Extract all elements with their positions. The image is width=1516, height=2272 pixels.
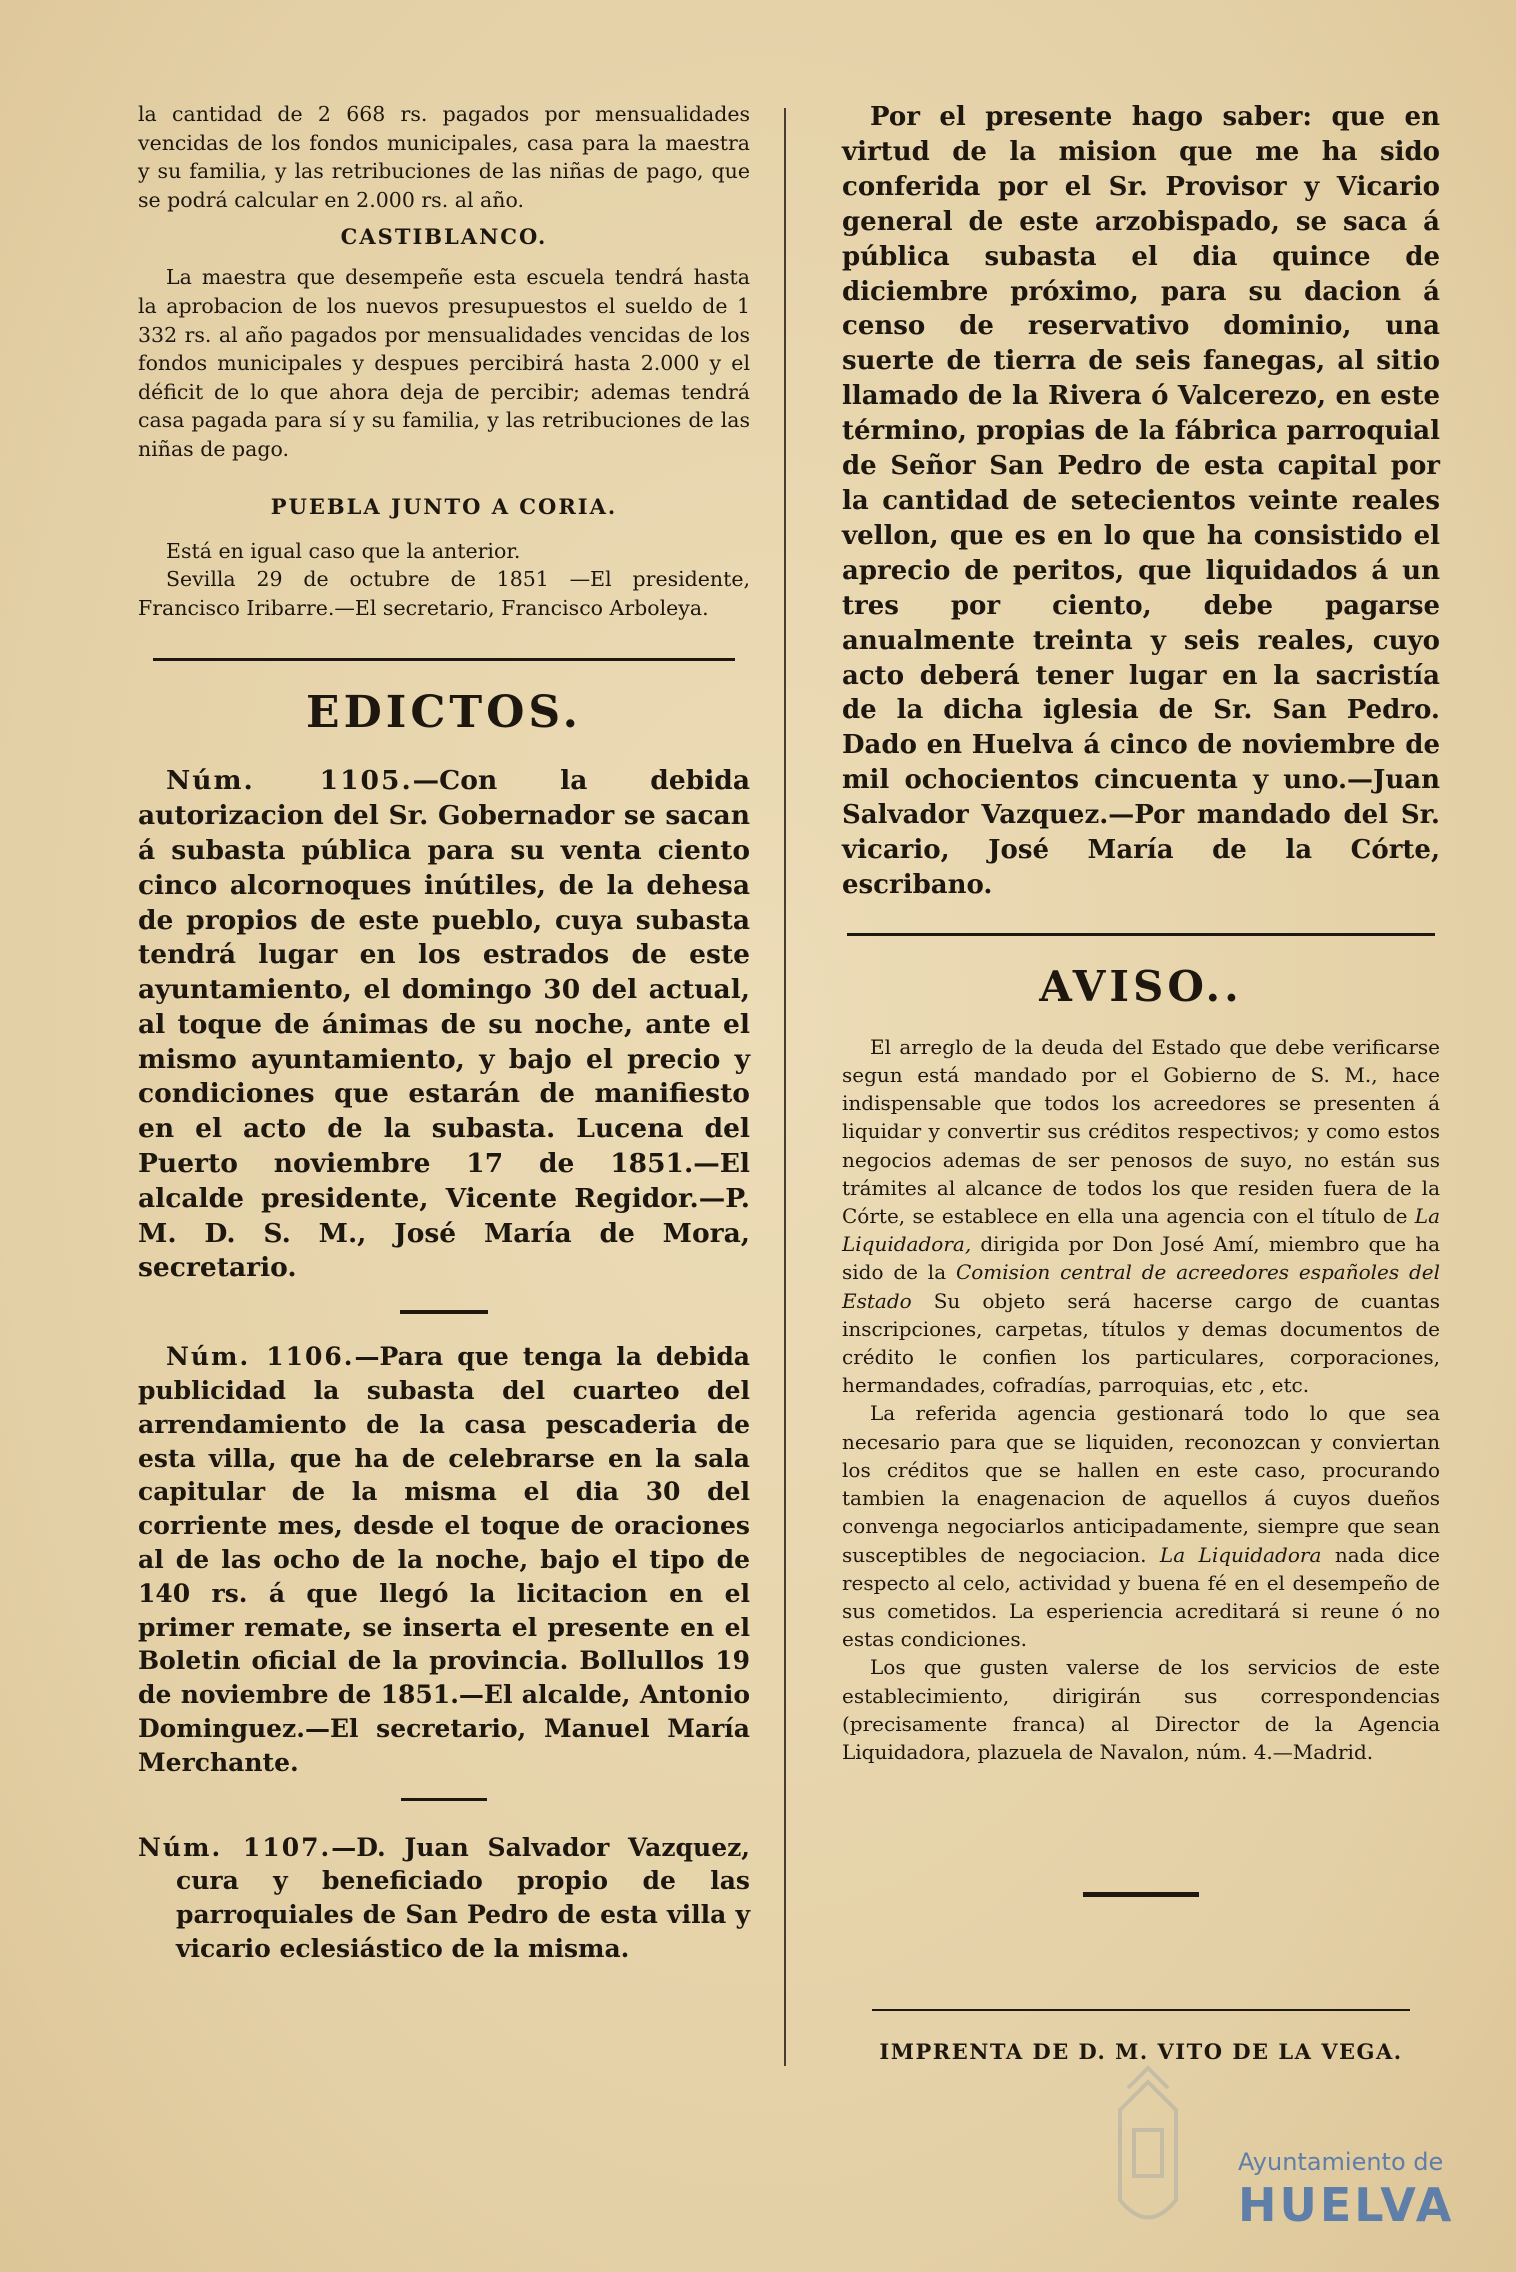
edict-1105-text: —Con la debida autorizacion del Sr. Gobernador se sacan á subasta pública para su venta ciento cinco alcornoques inútiles, de la dehesa de propios de este pueblo, cuya subasta tendrá lugar en los estrados de este ayuntamiento, el domingo 30 del actual, al toque de ánimas de su noche, ante el mismo ayuntamiento, y bajo el precio y condiciones que estarán de manifiesto en el acto de la subasta. Lucena del Puerto noviembre 17 de 1851.—El alcalde presidente, Vicente Regidor.—P. M. D. S. M., José María de Mora, secretario. — [138, 765, 750, 1284]
castiblanco-text: La maestra que desempeñe esta escuela tendrá hasta la aprobacion de los nuevos presupuestos el sueldo de 1 332 rs. al año pagados por mensualidades vencidas de los fondos municipales y despues percibirá hasta 2.000 y el déficit de lo que ahora deja de percibir; ademas tendrá casa pagada para sí y su familia, y las retribuciones de las niñas de pago. — [138, 265, 750, 461]
edict-1105 — [138, 764, 750, 1286]
edict-1107-continuation: Por el presente hago saber: que en virtud de la mision que me ha sido conferida por el Sr. Provisor y Vicario general de este arzobispado, se saca á pública subasta el dia quince de diciembre próximo, para su dacion á censo de reservativo dominio, una suerte de tierra de seis fanegas, al sitio llamado de la Rivera ó Valcerezo, en este término, propias de la fábrica parroquial de Señor San Pedro de esta capital por la cantidad de setecientos veinte reales vellon, que es en lo que ha consistido el aprecio de peritos, que liquidados á un tres por ciento, debe pagarse anualmente treinta y seis reales, cuyo acto deberá tener lugar en la sacristía de la dicha iglesia de Sr. San Pedro. Dado en Huelva á cinco de noviembre de mil ochocientos cincuenta y uno.—Juan Salvador Vazquez.—Por mandado del Sr. vicario, José María de la Córte, escribano. — [842, 102, 1440, 900]
edict-1105-number: Núm. 1105. — [166, 765, 413, 797]
separator-1 — [400, 1310, 488, 1314]
puebla-signature: Sevilla 29 de octubre de 1851 —El presidente, Francisco Iribarre.—El secretario, Francisco Arboleya. — [138, 567, 750, 620]
edict-1107 — [138, 1831, 750, 1966]
puebla-heading: PUEBLA JUNTO A CORIA. — [270, 493, 618, 519]
aviso-paragraph-1: El arreglo de la deuda del Estado que debe verificarse segun está mandado por el Gobierno de S. M., hace indispensable que todos los acreedores se presenten á liquidar y convertir sus créditos respectivos; y como estos negocios ademas de ser penosos de suyo, no están sus trámites al alcance de todos los que residen fuera de la Córte, se establece en ella una agencia con el título de La Liquidadora, dirigida por Don José Amí, miembro que ha sido de la Comision central de acreedores españoles del Estado Su objeto será hacerse cargo de cuantas inscripciones, carpetas, títulos y demas documentos de crédito le confien los particulares, corporaciones, hermandades, cofradías, parroquias, etc , etc. — [842, 1034, 1440, 1398]
edict-1106-text: —Para que tenga la debida publicidad la subasta del cuarteo del arrendamiento de la casa pescaderia de esta villa, que ha de celebrarse en la sala capitular de la misma el dia 30 del corriente mes, desde el toque de oraciones al de las ocho de la noche, bajo el tipo de 140 rs. á que llegó la licitacion en el primer remate, se inserta el presente en el Boletin oficial de la provincia. Bollullos 19 de noviembre de 1851.—El alcalde, Antonio Dominguez.—El secretario, Manuel María Merchante. — [138, 1342, 750, 1777]
watermark-line-2: HUELVA — [1238, 2178, 1455, 2232]
column-divider — [784, 108, 786, 2066]
separator-2 — [401, 1798, 487, 1801]
aviso-end-rule — [1083, 1892, 1199, 1897]
castiblanco-heading: CASTIBLANCO. — [340, 224, 548, 250]
intro-paragraph: la cantidad de 2 668 rs. pagados por mensualidades vencidas de los fondos municipales, casa para la maestra y su familia, y las retribuciones de las niñas de pago, que se podrá calcular en 2.000 rs. al año. — [138, 102, 750, 212]
aviso-title: AVISO.. — [1039, 961, 1243, 1011]
aviso-paragraph-2: La referida agencia gestionará todo lo que sea necesario para que se liquiden, reconozcan y conviertan los créditos que se hallen en este caso, procurando tambien la enagenacion de aquellos á cuyos dueños convenga negociarlos anticipadamente, siempre que sean susceptibles de negociacion. La Liquidadora nada dice respecto al celo, actividad y buena fé en el desempeño de sus cometidos. La esperiencia acreditará si reune ó no estas condiciones. — [842, 1401, 1441, 1652]
watermark-line-1: Ayuntamiento de — [1238, 2148, 1444, 2176]
right-column — [842, 100, 1440, 2064]
edictos-title: EDICTOS. — [306, 687, 582, 739]
aviso-top-rule — [847, 933, 1435, 936]
aviso-body — [842, 1033, 1440, 1766]
edict-1107-text: —D. Juan Salvador Vazquez, cura y beneficiado propio de las parroquiales de San Pedro de esta villa y vicario eclesiástico de la misma. — [176, 1832, 751, 1964]
footer-rule — [872, 2009, 1410, 2011]
edict-1106-number: Núm. 1106. — [166, 1342, 355, 1372]
left-column — [138, 100, 750, 1966]
aviso-paragraph-3: Los que gusten valerse de los servicios de este establecimiento, dirigirán sus correspondencias (precisamente franca) al Director de la Agencia Liquidadora, plazuela de Navalon, núm. 4.—Madrid. — [842, 1655, 1440, 1764]
edict-1107-number: Núm. 1107. — [138, 1832, 332, 1862]
edict-1106 — [138, 1340, 750, 1779]
section-rule — [153, 658, 735, 661]
printer-imprint: IMPRENTA DE D. M. VITO DE LA VEGA. — [879, 2039, 1403, 2065]
puebla-text: Está en igual caso que la anterior. Sevilla 29 de octubre de 1851 —El presidente, Francisco Iribarre.—El secretario, Francisco Arboleya. — [138, 537, 750, 623]
